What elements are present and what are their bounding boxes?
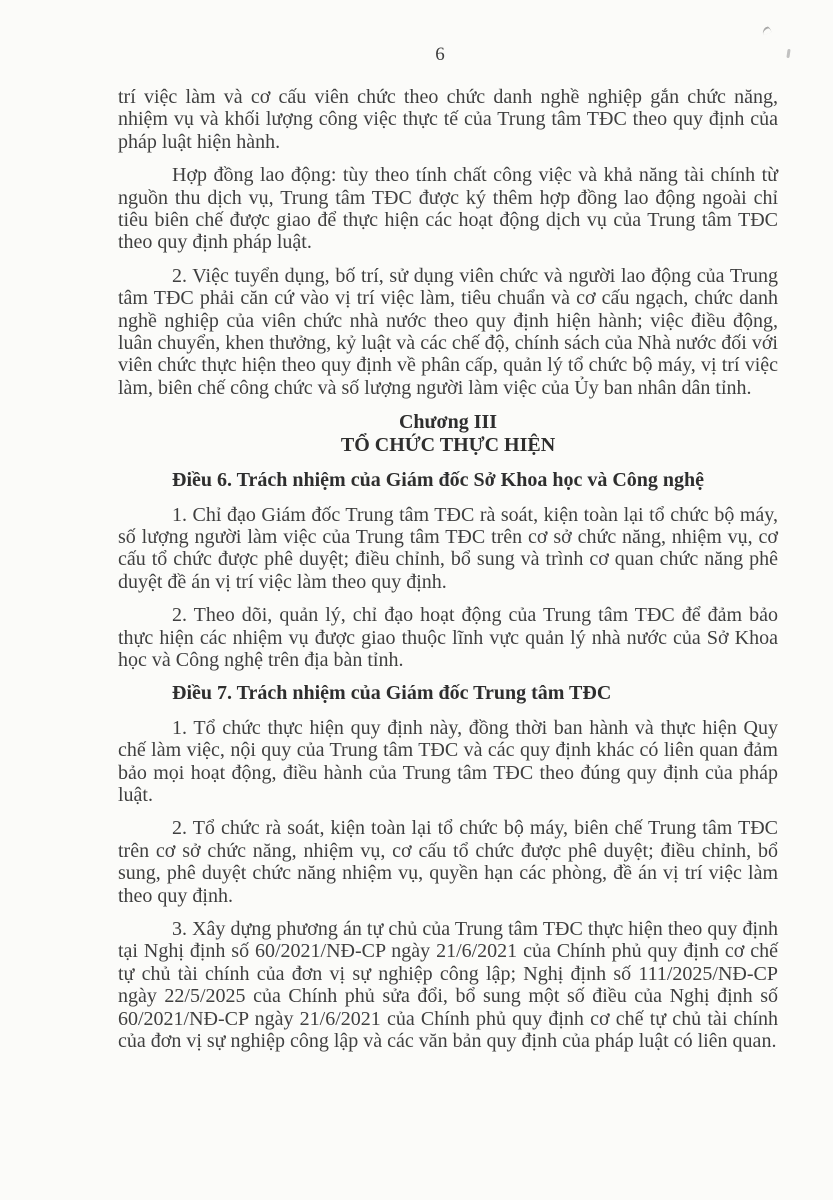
scan-artifact-icon [786,49,790,58]
body-paragraph: 1. Chỉ đạo Giám đốc Trung tâm TĐC rà soát, kiện toàn lại tổ chức bộ máy, số lượng người làm việc của Trung tâm TĐC trên cơ sở chức năng, nhiệm vụ, cơ cấu tổ chức được phê duyệt; điều chỉnh, bổ sung và trình cơ quan chức năng phê duyệt đề án vị trí việc làm theo quy định. [118,503,778,593]
body-paragraph: 2. Tổ chức rà soát, kiện toàn lại tổ chức bộ máy, biên chế Trung tâm TĐC trên cơ sở chức năng, nhiệm vụ, cơ cấu tổ chức được phê duyệt; điều chỉnh, bổ sung, phê duyệt chức năng nhiệm vụ, quyền hạn các phòng, đề án vị trí việc làm theo quy định. [118,817,778,907]
chapter-heading-line: Chương III [398,411,498,434]
article-heading: Điều 6. Trách nhiệm của Giám đốc Sở Khoa học và Công nghệ [172,469,705,492]
body-paragraph: Hợp đồng lao động: tùy theo tính chất công việc và khả năng tài chính từ nguồn thu dịch vụ, Trung tâm TĐC được ký thêm hợp đồng lao động ngoài chỉ tiêu biên chế được giao để thực hiện các hoạt động dịch vụ của Trung tâm TĐC theo quy định pháp luật. [118,164,778,254]
chapter-heading [118,411,778,456]
scan-artifact-icon [761,26,772,35]
chapter-heading-line: TỔ CHỨC THỰC HIỆN [340,433,556,456]
body-paragraph: 1. Tổ chức thực hiện quy định này, đồng thời ban hành và thực hiện Quy chế làm việc, nội quy của Trung tâm TĐC và các quy định khác có liên quan đảm bảo mọi hoạt động, điều hành của Trung tâm TĐC theo đúng quy định của pháp luật. [118,716,778,806]
body-paragraph: 2. Việc tuyển dụng, bố trí, sử dụng viên chức và người lao động của Trung tâm TĐC phải căn cứ vào vị trí việc làm, tiêu chuẩn và cơ cấu ngạch, chức danh nghề nghiệp của viên chức nhà nước theo quy định hiện hành; việc điều động, luân chuyển, khen thưởng, kỷ luật và các chế độ, chính sách của Nhà nước đối với viên chức thực hiện theo quy định về phân cấp, quản lý tổ chức bộ máy, vị trí việc làm, biên chế công chức và số lượng người làm việc của Ủy ban nhân dân tỉnh. [118,264,778,399]
article-heading: Điều 7. Trách nhiệm của Giám đốc Trung tâm TĐC [172,682,612,705]
body-paragraph: 3. Xây dựng phương án tự chủ của Trung tâm TĐC thực hiện theo quy định tại Nghị định số 60/2021/NĐ-CP ngày 21/6/2021 của Chính phủ quy định cơ chế tự chủ tài chính của đơn vị sự nghiệp công lập; Nghị định số 111/2025/NĐ-CP ngày 22/5/2025 của Chính phủ sửa đổi, bổ sung một số điều của Nghị định số 60/2021/NĐ-CP ngày 21/6/2021 của Chính phủ quy định cơ chế tự chủ tài chính của đơn vị sự nghiệp công lập và các văn bản quy định của pháp luật có liên quan. [118,918,778,1053]
body-paragraph-continuation: trí việc làm và cơ cấu viên chức theo chức danh nghề nghiệp gắn chức năng, nhiệm vụ và khối lượng công việc thực tế của Trung tâm TĐC theo quy định của pháp luật hiện hành. [118,86,778,153]
document-body [118,86,778,1063]
body-paragraph: 2. Theo dõi, quản lý, chỉ đạo hoạt động của Trung tâm TĐC để đảm bảo thực hiện các nhiệm vụ được giao thuộc lĩnh vực quản lý nhà nước của Sở Khoa học và Công nghệ trên địa bàn tỉnh. [118,604,778,671]
page-number: 6 [435,44,446,65]
